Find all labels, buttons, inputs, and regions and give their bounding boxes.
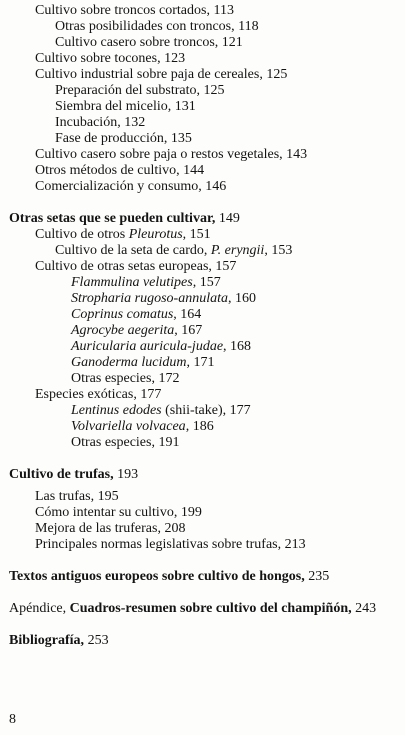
toc-section-heading	[9, 633, 401, 649]
toc-entry	[9, 419, 401, 435]
entry-title-italic: Lentinus edodes	[71, 403, 162, 418]
entry-text: , 151	[182, 227, 211, 242]
section-spacer	[9, 195, 401, 211]
entry-text: Apéndice,	[9, 601, 70, 616]
section-spacer	[9, 585, 401, 601]
entry-text: Cómo intentar su cultivo, 199	[35, 505, 202, 520]
toc-entry	[9, 387, 401, 403]
toc-entry	[9, 147, 401, 163]
section-spacer	[9, 553, 401, 569]
toc-section-heading	[9, 211, 401, 227]
entry-title-italic: Flammulina velutipes	[71, 275, 193, 290]
toc-entry	[9, 131, 401, 147]
page-number: 8	[9, 712, 16, 727]
entry-text: , 153	[264, 243, 293, 258]
toc-entry	[9, 227, 401, 243]
section-spacer	[9, 617, 401, 633]
entry-title-bold: Bibliografía,	[9, 633, 85, 648]
entry-title-bold: Otras setas que se pueden cultivar,	[9, 211, 216, 226]
entry-text: Otros métodos de cultivo, 144	[35, 163, 205, 178]
section-spacer	[9, 451, 401, 467]
entry-title-italic: Coprinus comatus	[71, 307, 174, 322]
entry-text: , 164	[173, 307, 202, 322]
entry-text: Las trufas, 195	[35, 489, 119, 504]
toc-entry	[9, 243, 401, 259]
entry-text: , 168	[223, 339, 252, 354]
toc-entry	[9, 291, 401, 307]
entry-text: 149	[215, 211, 240, 226]
toc-entry	[9, 67, 401, 83]
entry-title-italic: Stropharia rugoso-annulata	[71, 291, 228, 306]
entry-text: Siembra del micelio, 131	[55, 99, 196, 114]
entry-text: Otras especies, 172	[71, 371, 180, 386]
entry-text: , 167	[174, 323, 203, 338]
toc-entry	[9, 35, 401, 51]
toc-entry	[9, 259, 401, 275]
toc-entry	[9, 489, 401, 505]
toc-entry	[9, 51, 401, 67]
entry-text: Mejora de las truferas, 208	[35, 521, 186, 536]
entry-text: 243	[351, 601, 377, 616]
entry-text: Cultivo de otros	[35, 227, 129, 242]
entry-title-italic: Agrocybe aegerita	[71, 323, 175, 338]
entry-text: Fase de producción, 135	[55, 131, 192, 146]
entry-title-bold: Textos antiguos europeos sobre cultivo de hongos,	[9, 569, 305, 584]
entry-text: Otras especies, 191	[71, 435, 180, 450]
toc-entry	[9, 537, 401, 553]
toc-entry	[9, 403, 401, 419]
entry-text: Cultivo industrial sobre paja de cereales, 125	[35, 67, 288, 82]
entry-title-italic: P. eryngii	[210, 243, 265, 258]
entry-text: 253	[84, 633, 109, 648]
entry-text: Otras posibilidades con troncos, 118	[55, 19, 259, 34]
entry-title-bold: Cultivo de trufas,	[9, 467, 114, 482]
toc-entry	[9, 275, 401, 291]
entry-text: (shii-take), 177	[161, 403, 251, 418]
table-of-contents	[9, 3, 401, 649]
toc-entry	[9, 371, 401, 387]
toc-entry	[9, 339, 401, 355]
entry-text: , 186	[185, 419, 214, 434]
toc-entry	[9, 505, 401, 521]
entry-text: Cultivo sobre tocones, 123	[35, 51, 186, 66]
toc-section-heading	[9, 601, 401, 617]
entry-text: , 157	[192, 275, 221, 290]
entry-title-italic: Auricularia auricula-judae	[71, 339, 224, 354]
entry-text: 193	[113, 467, 139, 482]
entry-text: Cultivo sobre troncos cortados, 113	[35, 3, 234, 18]
toc-entry	[9, 521, 401, 537]
toc-entry	[9, 3, 401, 19]
entry-text: Cultivo de otras setas europeas, 157	[35, 259, 237, 274]
toc-entry	[9, 83, 401, 99]
toc-entry	[9, 19, 401, 35]
toc-section-heading	[9, 569, 401, 585]
entry-text: 235	[304, 569, 330, 584]
entry-text: Principales normas legislativas sobre trufas, 213	[35, 537, 306, 552]
entry-text: Cultivo casero sobre paja o restos vegetales, 143	[35, 147, 308, 162]
toc-entry	[9, 435, 401, 451]
entry-text: Cultivo de la seta de cardo,	[55, 243, 211, 258]
toc-entry	[9, 163, 401, 179]
entry-text: Cultivo casero sobre troncos, 121	[55, 35, 243, 50]
entry-text: Comercialización y consumo, 146	[35, 179, 227, 194]
entry-title-italic: Pleurotus	[128, 227, 183, 242]
entry-text: , 160	[228, 291, 256, 306]
toc-entry	[9, 307, 401, 323]
toc-entry	[9, 115, 401, 131]
toc-entry	[9, 355, 401, 371]
entry-text: , 171	[186, 355, 215, 370]
entry-title-italic: Volvariella volvacea	[71, 419, 186, 434]
toc-section-heading	[9, 467, 401, 483]
entry-text: Especies exóticas, 177	[35, 387, 162, 402]
toc-entry	[9, 179, 401, 195]
toc-entry	[9, 323, 401, 339]
toc-entry	[9, 99, 401, 115]
entry-text: Preparación del substrato, 125	[55, 83, 225, 98]
entry-title-italic: Ganoderma lucidum	[71, 355, 187, 370]
entry-title-bold: Cuadros-resumen sobre cultivo del champiñón,	[69, 601, 352, 616]
entry-text: Incubación, 132	[55, 115, 146, 130]
